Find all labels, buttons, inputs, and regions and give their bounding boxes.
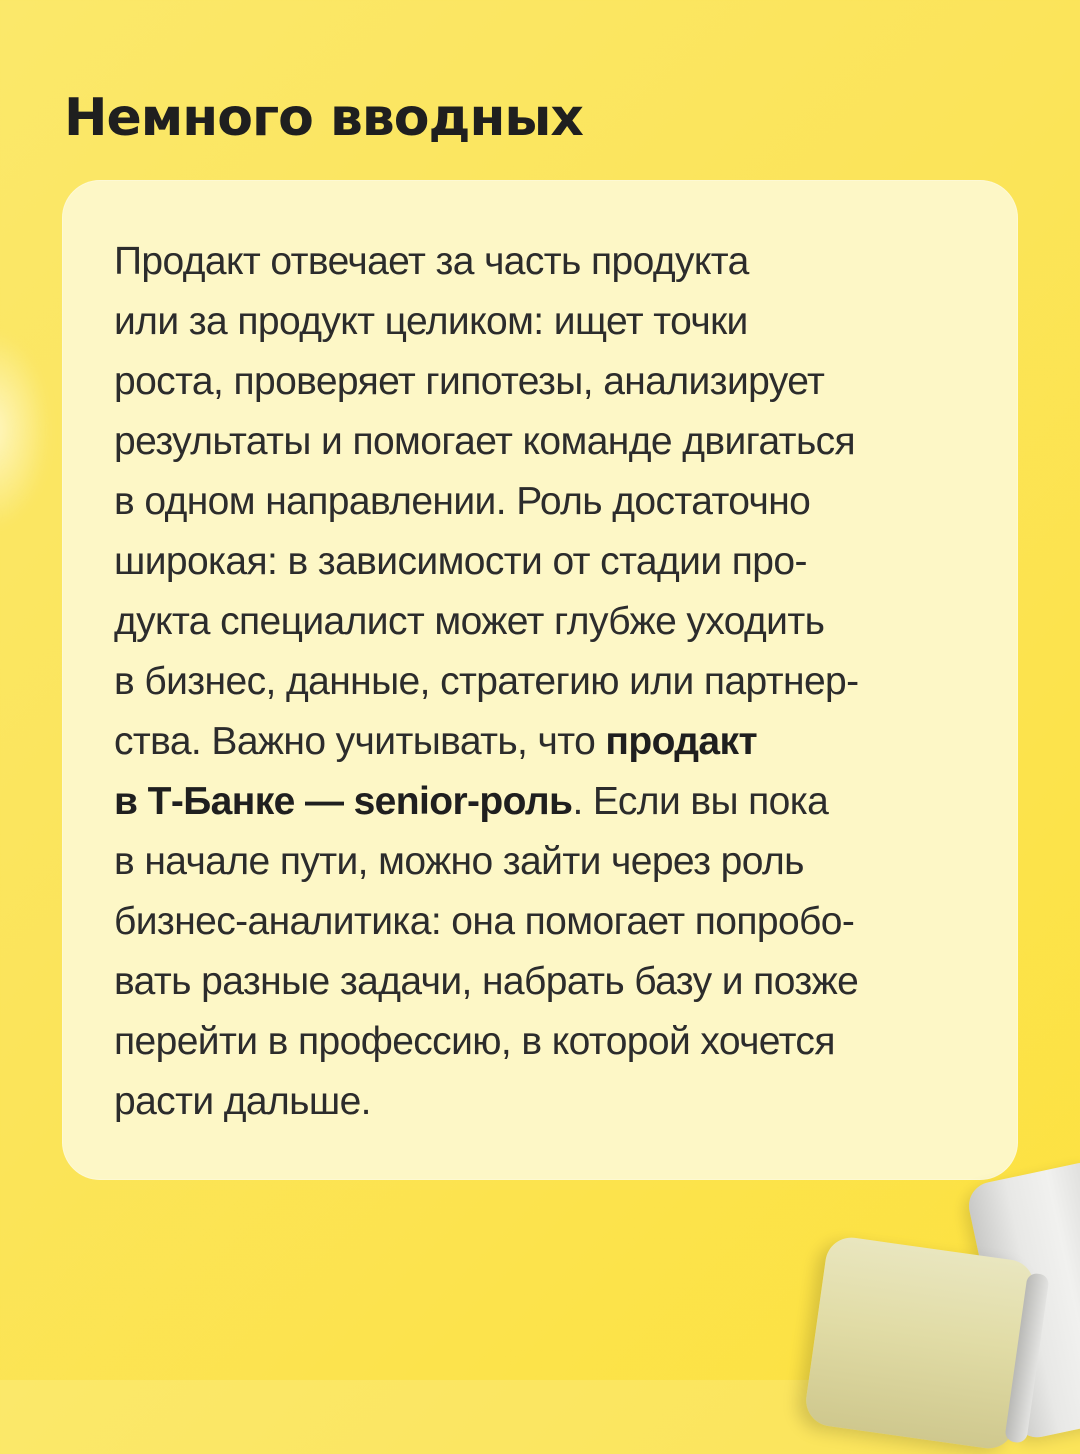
text-line: в начале пути, можно зайти через роль — [114, 840, 804, 883]
text-line: расти дальше. — [114, 1080, 371, 1123]
decorative-glow — [0, 330, 50, 530]
text-line: или за продукт целиком: ищет точки — [114, 300, 748, 343]
text-line: перейти в профессию, в которой хочется — [114, 1020, 835, 1063]
text-line: в бизнес, данные, стратегию или партнер- — [114, 660, 859, 703]
text-line: в одном направлении. Роль достаточно — [114, 480, 811, 523]
text-line: роста, проверяет гипотезы, анализирует — [114, 360, 825, 403]
decorative-block — [803, 1234, 1037, 1451]
highlight-text: в Т-Банке — senior-роль — [114, 780, 573, 823]
text-line: результаты и помогает команде двигаться — [114, 420, 856, 463]
text-line: вать разные задачи, набрать базу и позже — [114, 960, 859, 1003]
highlight-text: продакт — [605, 720, 757, 763]
intro-card — [62, 180, 1018, 1180]
text-line — [114, 772, 974, 832]
text-line — [114, 712, 974, 772]
text-segment: . Если вы пока — [572, 780, 829, 823]
text-line: Продакт отвечает за часть продукта — [114, 240, 749, 283]
text-line: широкая: в зависимости от стадии про- — [114, 540, 807, 583]
text-line: бизнес-аналитика: она помогает попробо- — [114, 900, 855, 943]
text-segment: ства. Важно учитывать, что — [114, 720, 606, 763]
text-line: дукта специалист может глубже уходить — [114, 600, 825, 643]
intro-text — [114, 232, 974, 1132]
page-title: Немного вводных — [64, 88, 583, 148]
